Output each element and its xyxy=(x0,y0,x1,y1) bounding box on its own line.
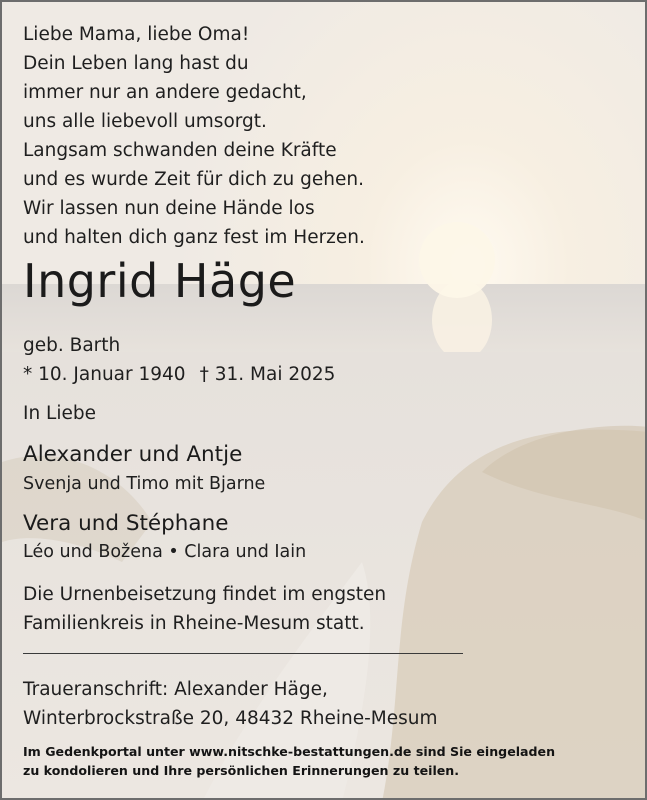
poem-line: Liebe Mama, liebe Oma! xyxy=(23,24,250,45)
maiden-name: geb. Barth xyxy=(23,335,121,356)
death-date: † 31. Mai 2025 xyxy=(199,364,336,385)
poem xyxy=(23,20,365,252)
life-dates xyxy=(23,364,335,385)
poem-line: und es wurde Zeit für dich zu gehen. xyxy=(23,169,364,190)
burial-note xyxy=(23,580,386,638)
family-main-name: Vera und Stéphane xyxy=(23,511,229,536)
family-main-name: Alexander und Antje xyxy=(23,442,243,467)
poem-line: und halten dich ganz fest im Herzen. xyxy=(23,227,365,248)
address-line: Winterbrockstraße 20, 48432 Rheine-Mesum xyxy=(23,708,438,729)
portal-note-line: zu kondolieren und Ihre persönlichen Erinnerungen zu teilen. xyxy=(23,763,460,778)
family-members: Svenja und Timo mit Bjarne xyxy=(23,474,266,494)
address-line: Traueranschrift: Alexander Häge, xyxy=(23,679,328,700)
poem-line: Dein Leben lang hast du xyxy=(23,53,249,74)
family-members: Léo und Božena • Clara und Iain xyxy=(23,542,307,562)
burial-note-line: Die Urnenbeisetzung findet im engsten xyxy=(23,584,387,605)
poem-line: Langsam schwanden deine Kräfte xyxy=(23,140,337,161)
divider xyxy=(23,653,463,654)
burial-note-line: Familienkreis in Rheine-Mesum statt. xyxy=(23,613,365,634)
poem-line: immer nur an andere gedacht, xyxy=(23,82,307,103)
poem-line: Wir lassen nun deine Hände los xyxy=(23,198,315,219)
mourning-address xyxy=(23,675,438,733)
mourners-intro: In Liebe xyxy=(23,403,97,424)
obituary-text xyxy=(2,2,647,800)
deceased-name: Ingrid Häge xyxy=(23,254,297,308)
birth-date: * 10. Januar 1940 xyxy=(23,364,186,385)
poem-line: uns alle liebevoll umsorgt. xyxy=(23,111,267,132)
portal-note-line: Im Gedenkportal unter www.nitschke-bestattungen.de sind Sie eingeladen xyxy=(23,744,556,759)
memorial-portal-note xyxy=(23,742,555,780)
